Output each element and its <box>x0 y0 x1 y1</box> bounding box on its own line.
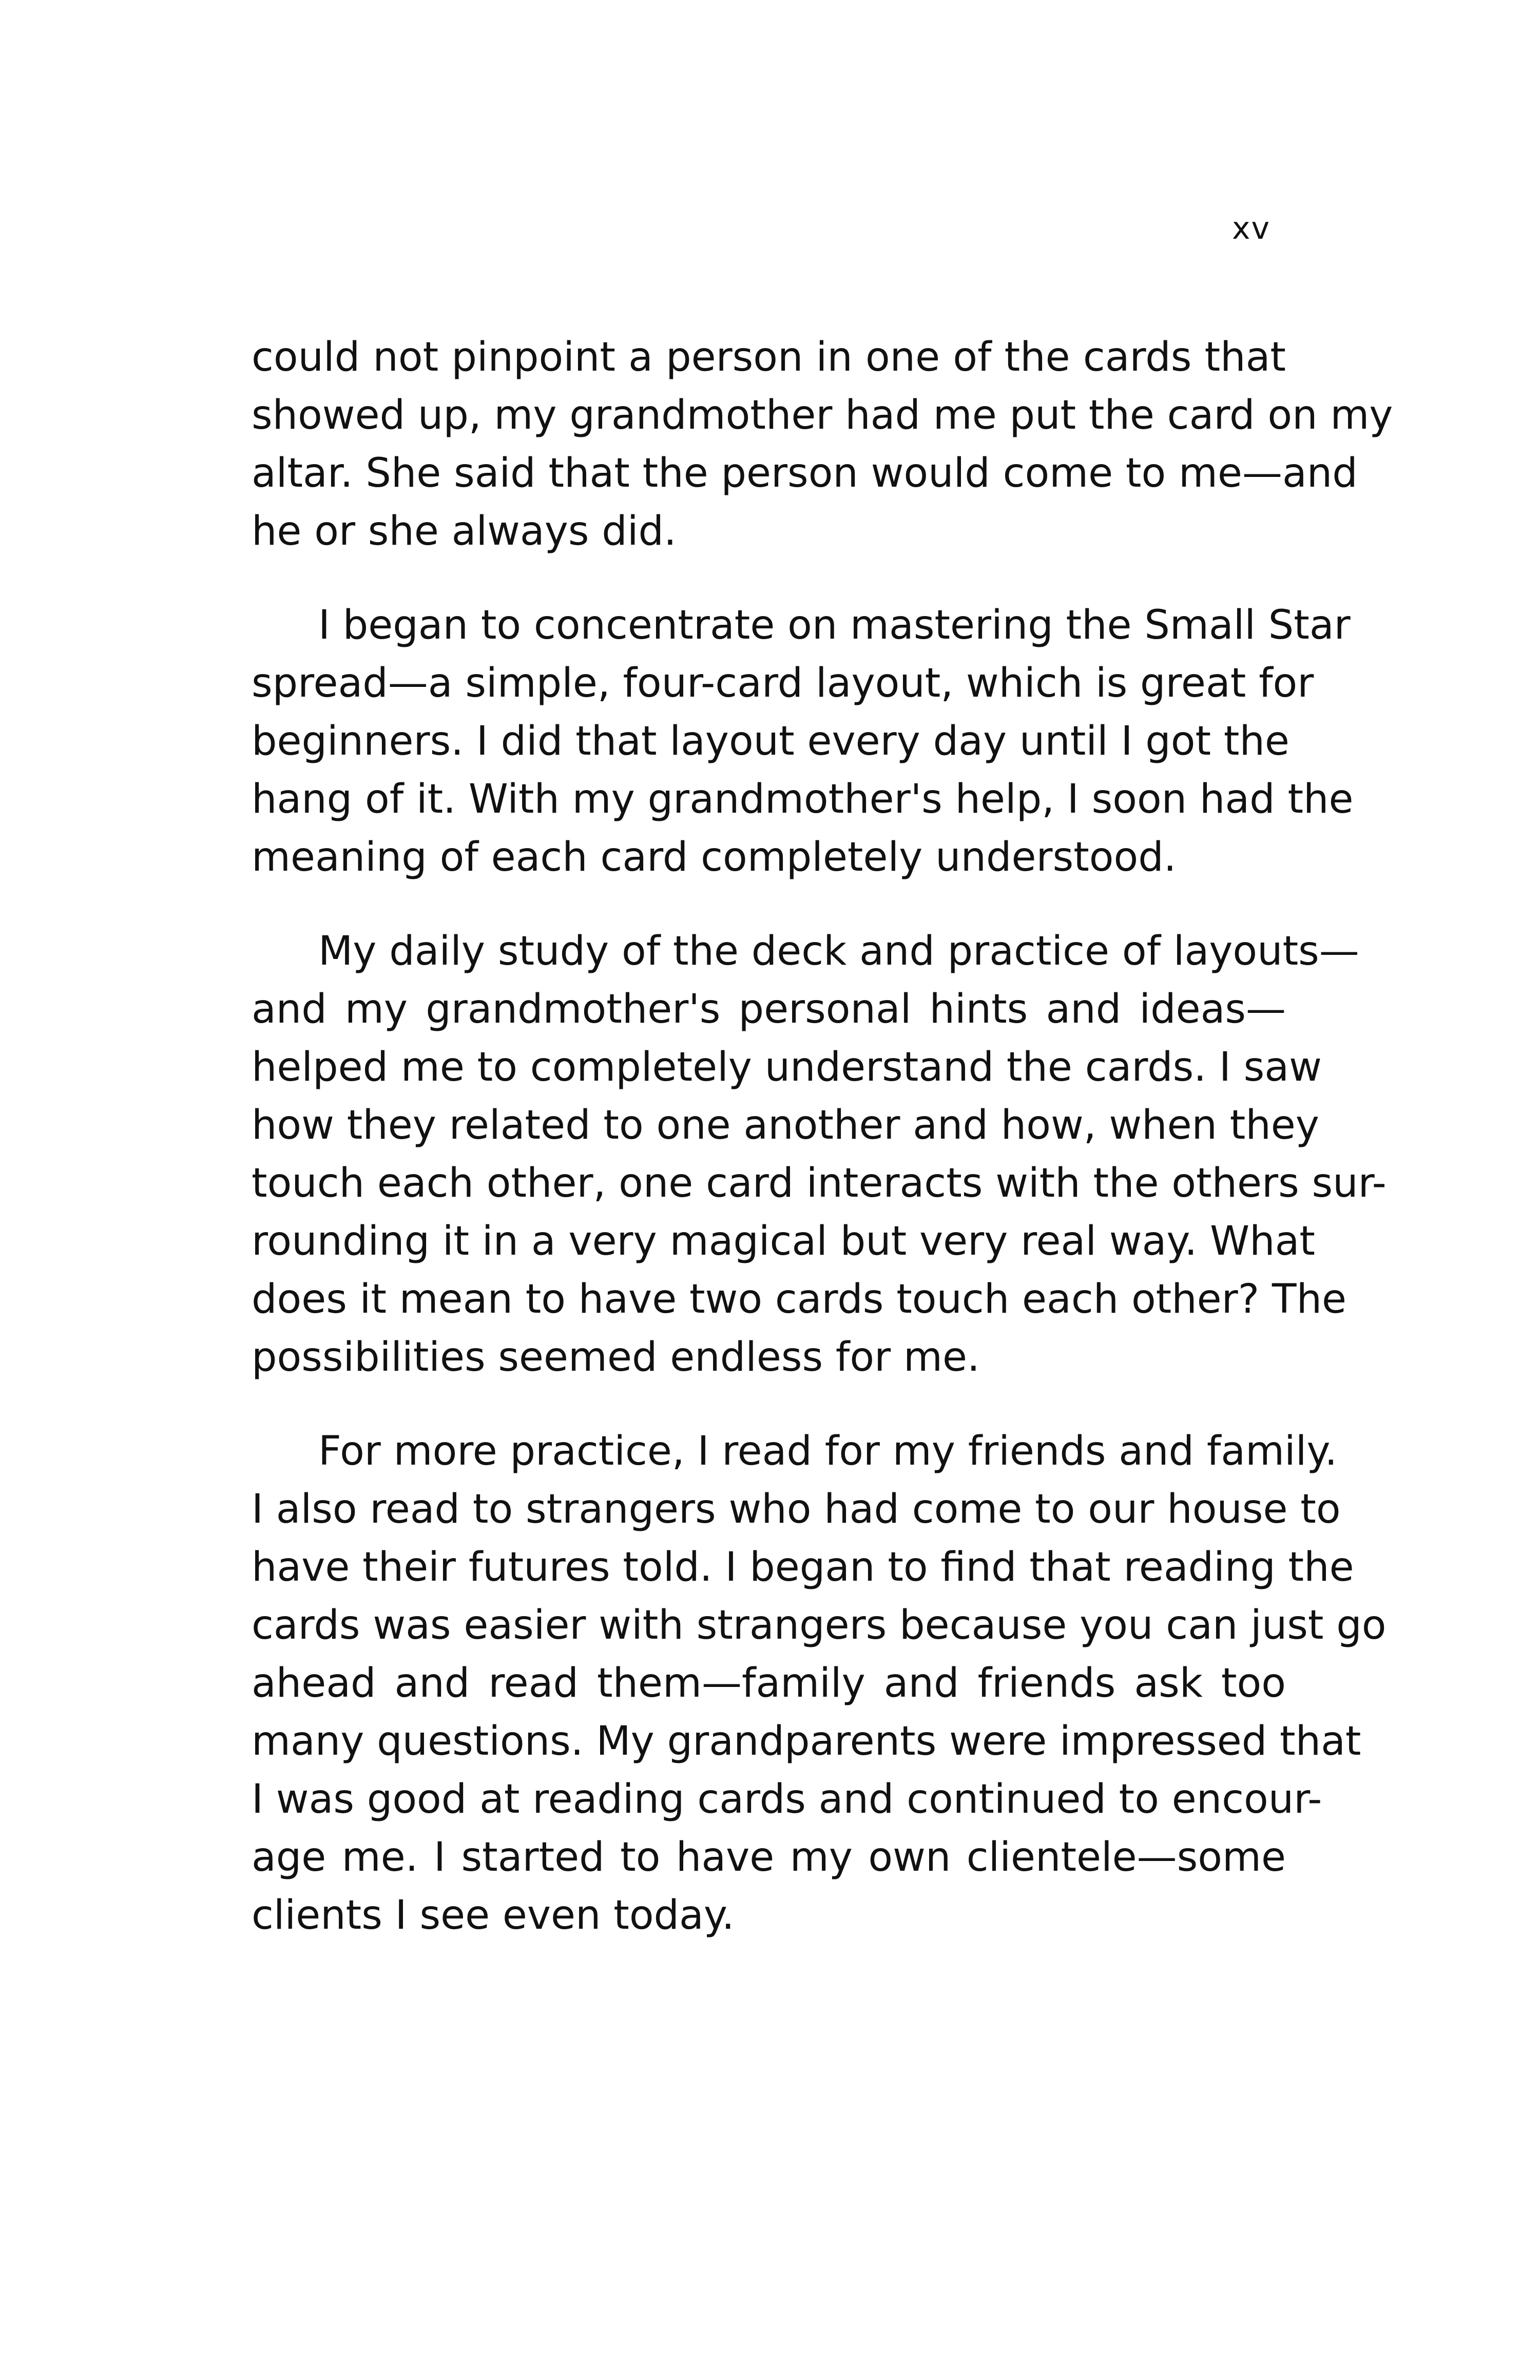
text-line: I was good at reading cards and continued to encour- <box>252 1776 1322 1822</box>
text-line: have their futures told. I began to find that reading the <box>252 1544 1354 1590</box>
body-text <box>252 329 1393 1945</box>
text-line: hang of it. With my grandmother's help, I soon had the <box>252 776 1354 822</box>
text-line: helped me to completely understand the cards. I saw <box>252 1044 1322 1090</box>
text-line: he or she always did. <box>252 508 677 554</box>
paragraph-3 <box>252 923 1387 1387</box>
text-line: how they related to one another and how, when they <box>252 1102 1319 1148</box>
text-line: I also read to strangers who had come to our house to <box>252 1486 1341 1532</box>
text-line: clients I see even today. <box>252 1892 735 1938</box>
text-line: rounding it in a very magical but very real way. What <box>252 1218 1315 1264</box>
text-line: touch each other, one card interacts with the others sur- <box>252 1160 1387 1206</box>
text-line: I began to concentrate on mastering the Small Star <box>318 602 1351 648</box>
paragraph-2 <box>252 597 1354 887</box>
text-line: meaning of each card completely understood. <box>252 834 1177 880</box>
text-line: beginners. I did that layout every day until I got the <box>252 718 1289 764</box>
text-line: cards was easier with strangers because you can just go <box>252 1602 1387 1648</box>
text-line: spread—a simple, four-card layout, which is great for <box>252 660 1314 706</box>
text-line: age me. I started to have my own clientele—some <box>252 1834 1286 1880</box>
page-number: xv <box>1232 210 1271 246</box>
text-line: ahead and read them—family and friends ask too <box>252 1660 1286 1706</box>
text-line: many questions. My grandparents were impressed that <box>252 1718 1361 1764</box>
paragraph-1 <box>252 329 1393 561</box>
text-line: For more practice, I read for my friends and family. <box>318 1428 1338 1474</box>
text-line: My daily study of the deck and practice of layouts— <box>318 928 1359 974</box>
paragraph-4 <box>252 1423 1387 1945</box>
text-line: does it mean to have two cards touch each other? The <box>252 1276 1347 1322</box>
text-line: and my grandmother's personal hints and ideas— <box>252 986 1286 1032</box>
text-line: altar. She said that the person would come to me—and <box>252 450 1358 496</box>
text-line: possibilities seemed endless for me. <box>252 1334 980 1380</box>
text-line: showed up, my grandmother had me put the card on my <box>252 392 1393 438</box>
text-line: could not pinpoint a person in one of the cards that <box>252 334 1286 380</box>
